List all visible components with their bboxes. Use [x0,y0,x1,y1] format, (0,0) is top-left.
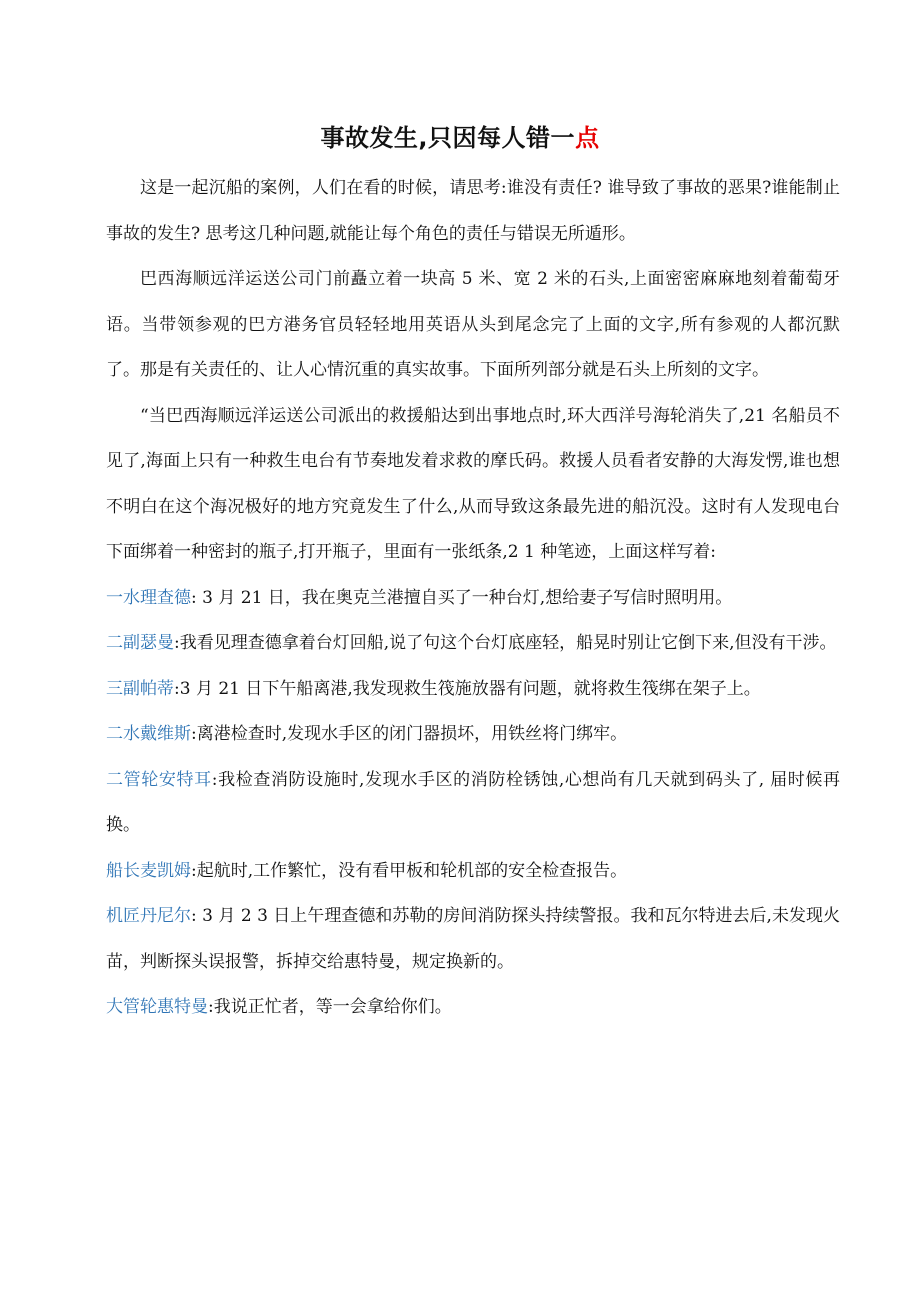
document-body [106,166,840,1031]
statement-entry [106,758,840,849]
statement-speaker: 一水理查德 [106,587,191,608]
statement-entry [106,712,840,758]
statement-text: : 3 月 2 3 日上午理查德和苏勒的房间消防探头持续警报。我和瓦尔特进去后,未发现火苗，判断探头误报警，拆掉交给惠特曼，规定换新的。 [106,906,840,972]
document-title [0,118,920,158]
statement-text: :我看见理查德拿着台灯回船,说了句这个台灯底座轻，船晃时别让它倒下来,但没有干涉。 [174,633,837,653]
statement-speaker: 二管轮安特耳 [106,769,212,790]
statement-speaker: 三副帕蒂 [106,678,174,699]
statement-text: : 3 月 21 日，我在奥克兰港擅自买了一种台灯,想给妻子写信时照明用。 [191,587,733,608]
paragraph-stone: 巴西海顺远洋运送公司门前矗立着一块高 5 米、宽 2 米的石头,上面密密麻麻地刻着葡萄牙语。当带领参观的巴方港务官员轻轻地用英语从头到尾念完了上面的文字,所有参观的人都沉默了。那是有关责任的、让人心情沉重的真实故事。下面所列部分就是石头上所刻的文字。 [106,269,840,380]
statement-text: :3 月 21 日下午船离港,我发现救生筏施放器有问题，就将救生筏绑在架子上。 [174,678,761,699]
paragraph-story: “当巴西海顺远洋运送公司派出的救援船达到出事地点时,环大西洋号海轮消失了,21 名船员不见了,海面上只有一种救生电台有节奏地发着求救的摩氏码。救援人员看者安静的大海发愣,谁也想不明白在这个海况极好的地方究竟发生了什么,从而导致这条最先进的船沉没。这时有人发现电台下面绑着一种密封的瓶子,打开瓶子，里面有一张纸条,2 1 种笔迹，上面这样写着: [106,405,840,562]
statement-speaker: 二水戴维斯 [106,724,191,744]
statement-text: :我说正忙者，等一会拿给你们。 [208,997,452,1017]
statement-entry [106,621,840,667]
paragraph-intro: 这是一起沉船的案例，人们在看的时候，请思考:谁没有责任? 谁导致了事故的恶果?谁能制止事故的发生? 思考这几种问题,就能让每个角色的责任与错误无所遁形。 [106,178,840,244]
statement-speaker: 二副瑟曼 [106,633,174,653]
statement-text: :起航时,工作繁忙，没有看甲板和轮机部的安全检查报告。 [191,860,628,881]
statement-speaker: 机匠丹尼尔 [106,906,192,926]
statement-entry [106,894,840,985]
statement-entry [106,849,840,895]
statement-entry [106,985,840,1031]
statement-entry [106,576,840,622]
statement-speaker: 船长麦凯姆 [106,860,191,881]
title-accent: 点 [575,124,600,152]
statement-text: :离港检查时,发现水手区的闭门器损坏，用铁丝将门绑牢。 [191,724,628,744]
title-main: 事故发生,只因每人错一 [320,124,576,152]
statement-speaker: 大管轮惠特曼 [106,997,208,1017]
statement-entry [106,667,840,713]
statement-text: :我检查消防设施时,发现水手区的消防栓锈蚀,心想尚有几天就到码头了, 届时候再换。 [106,769,841,835]
